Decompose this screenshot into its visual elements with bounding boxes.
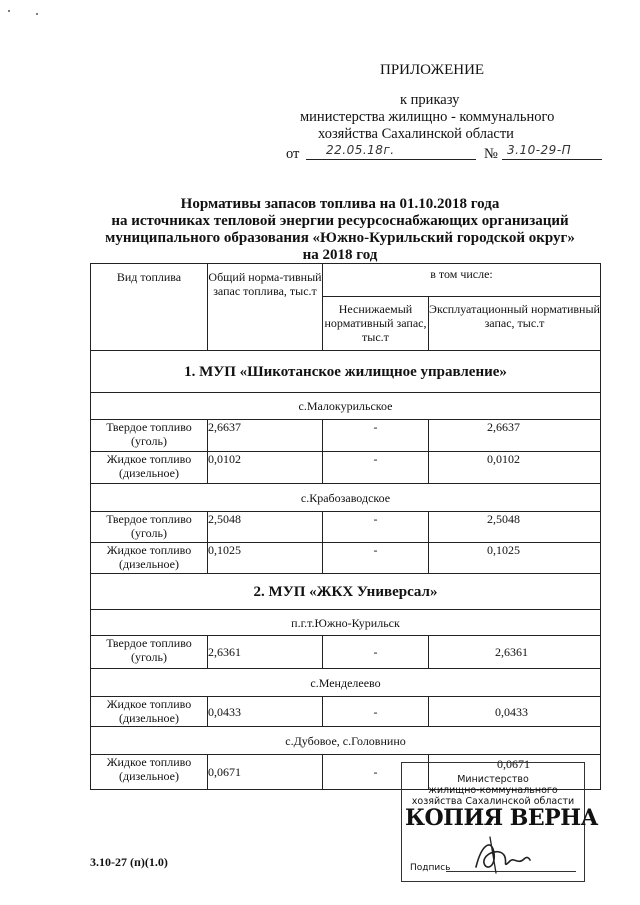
total-value-cell: 2,6361 — [208, 636, 323, 669]
stamp-line-1: Министерство — [457, 774, 529, 785]
fuel-type-cell: Жидкое топливо (дизельное) — [91, 697, 208, 727]
fuel-type-cell: Жидкое топливо (дизельное) — [91, 755, 208, 790]
scan-speck — [8, 10, 10, 12]
col-header-total: Общий норма-тивный запас топлива, тыс.т — [208, 264, 323, 351]
total-value-cell: 0,0671 — [208, 755, 323, 790]
table-row — [91, 512, 601, 543]
title-line-1: Нормативы запасов топлива на 01.10.2018 года — [180, 196, 500, 212]
col-header-reserve: Неснижаемый нормативный запас, тыс.т — [323, 297, 429, 351]
location-malokurilskoe: с.Малокурильское — [91, 393, 601, 420]
reserve-value-cell: - — [323, 452, 429, 484]
from-label: от — [286, 146, 300, 162]
reserve-value-cell: - — [323, 636, 429, 669]
table-row — [91, 697, 601, 727]
total-value-cell: 2,5048 — [208, 512, 323, 543]
fuel-type-cell: Жидкое топливо (дизельное) — [91, 452, 208, 484]
number-fill-line — [502, 159, 602, 160]
col-header-fuel: Вид топлива — [91, 264, 208, 351]
reserve-value-cell: - — [323, 543, 429, 574]
fuel-type-cell: Твердое топливо (уголь) — [91, 636, 208, 669]
org-1-header: 1. МУП «Шикотанское жилищное управление» — [91, 351, 601, 393]
col-header-including: в том числе: — [323, 264, 601, 297]
location-yuzhno-kurilsk: п.г.т.Южно-Курильск — [91, 610, 601, 636]
table-row — [91, 543, 601, 574]
total-value-cell: 0,1025 — [208, 543, 323, 574]
ministry-line-2: хозяйства Сахалинской области — [318, 126, 514, 142]
table-row — [91, 420, 601, 452]
reserve-value-cell: - — [323, 755, 429, 790]
operational-value-cell: 2,5048 — [429, 512, 601, 543]
scan-speck — [36, 13, 38, 15]
table-row — [91, 452, 601, 484]
col-header-operational: Эксплуатационный нормативный запас, тыс.т — [429, 297, 601, 351]
total-value-cell: 0,0102 — [208, 452, 323, 484]
ministry-line-1: министерства жилищно - коммунального — [300, 109, 555, 125]
operational-value-cell: 0,0671 — [429, 755, 601, 790]
date-fill-line — [306, 159, 476, 160]
document-code: 3.10-27 (п)(1.0) — [90, 855, 168, 869]
fuel-type-cell: Жидкое топливо (дизельное) — [91, 543, 208, 574]
fuel-norms-table — [90, 263, 601, 790]
operational-value-cell: 0,1025 — [429, 543, 601, 574]
total-value-cell: 2,6637 — [208, 420, 323, 452]
org-2-header: 2. МУП «ЖКХ Универсал» — [91, 574, 601, 610]
location-mendeleevo: с.Менделеево — [91, 669, 601, 697]
handwritten-number: 3.10-29-П — [507, 143, 572, 157]
stamp-line-3: хозяйства Сахалинской области — [411, 796, 575, 807]
reserve-value-cell: - — [323, 697, 429, 727]
reserve-value-cell: - — [323, 420, 429, 452]
location-dubovoe-golovnino: с.Дубовое, с.Головнино — [91, 727, 601, 755]
operational-value-cell: 2,6637 — [429, 420, 601, 452]
stamp-certified-copy: КОПИЯ ВЕРНА — [405, 805, 598, 831]
fuel-type-cell: Твердое топливо (уголь) — [91, 420, 208, 452]
stamp-signature-label: Подпись — [410, 863, 451, 873]
operational-value-cell: 0,0433 — [429, 697, 601, 727]
location-krabozavodskoe: с.Крабозаводское — [91, 484, 601, 512]
appendix-label: ПРИЛОЖЕНИЕ — [380, 62, 485, 78]
title-line-3: муниципального образования «Южно-Курильский городской округ» — [105, 230, 575, 246]
operational-value-cell: 0,0102 — [429, 452, 601, 484]
title-line-2: на источниках тепловой энергии ресурсоснабжающих организаций — [111, 213, 569, 229]
stamp-line-2: жилищно-коммунального — [428, 785, 558, 796]
total-value-cell: 0,0433 — [208, 697, 323, 727]
number-sign: № — [484, 146, 498, 162]
certified-copy-stamp — [401, 762, 598, 882]
fuel-type-cell: Твердое топливо (уголь) — [91, 512, 208, 543]
handwritten-date: 22.05.18г. — [326, 143, 395, 157]
to-order-label: к приказу — [400, 92, 460, 108]
table-row — [91, 636, 601, 669]
handwritten-signature-icon — [472, 833, 532, 875]
operational-value-cell: 2,6361 — [429, 636, 601, 669]
title-line-4: на 2018 год — [302, 247, 378, 263]
reserve-value-cell: - — [323, 512, 429, 543]
